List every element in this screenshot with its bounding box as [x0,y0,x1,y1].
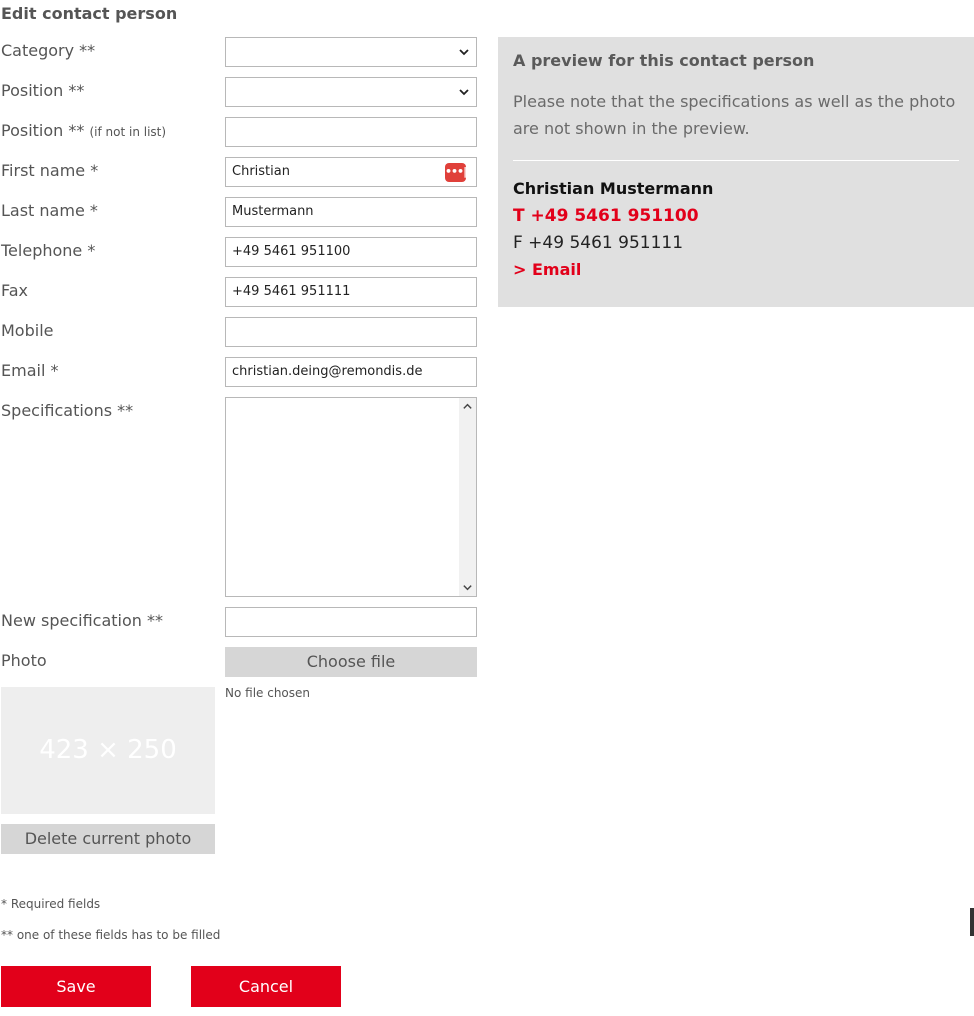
label-position: Position ** [1,81,85,100]
fax-input[interactable]: +49 5461 951111 [225,277,477,307]
delete-photo-button[interactable]: Delete current photo [1,824,215,854]
label-category: Category ** [1,41,96,60]
password-manager-icon[interactable]: •••| [445,163,466,182]
label-position-other [1,121,166,142]
label-position-other-hint: (if not in list) [89,125,167,139]
label-telephone: Telephone * [1,241,96,260]
cancel-button[interactable]: Cancel [191,966,341,1007]
specifications-textarea[interactable] [225,397,477,597]
preview-fax: F +49 5461 951111 [513,233,684,253]
photo-placeholder: 423 × 250 [1,687,215,814]
textarea-scrollbar[interactable] [459,398,476,596]
chevron-down-icon [458,46,470,58]
label-new-specification: New specification ** [1,611,163,630]
one-of-fields-note: ** one of these fields has to be filled [1,928,221,942]
preview-heading: A preview for this contact person [513,51,815,70]
edge-marker [970,908,974,936]
position-select[interactable] [225,77,477,107]
label-mobile: Mobile [1,321,54,340]
last-name-input[interactable]: Mustermann [225,197,477,227]
label-email: Email * [1,361,59,380]
chevron-down-icon [458,86,470,98]
label-first-name: First name * [1,161,99,180]
preview-panel [498,37,974,307]
page-title: Edit contact person [1,4,178,23]
first-name-value: Christian [232,164,290,179]
mobile-input[interactable] [225,317,477,347]
preview-telephone: T +49 5461 951100 [513,206,699,226]
category-select[interactable] [225,37,477,67]
preview-note: Please note that the specifications as well as the photo are not shown in the preview. [513,92,956,138]
label-photo: Photo [1,651,47,670]
telephone-input[interactable]: +49 5461 951100 [225,237,477,267]
chevron-down-icon[interactable] [462,582,473,593]
first-name-input[interactable] [225,157,477,187]
preview-divider [513,160,959,161]
position-other-input[interactable] [225,117,477,147]
label-specifications: Specifications ** [1,401,134,420]
choose-file-button[interactable]: Choose file [225,647,477,677]
no-file-chosen-text: No file chosen [225,686,311,700]
required-fields-note: * Required fields [1,897,101,911]
save-button[interactable]: Save [1,966,151,1007]
label-last-name: Last name * [1,201,98,220]
label-position-other-text: Position ** [1,121,85,140]
preview-email-link[interactable]: > Email [513,260,582,279]
label-fax: Fax [1,281,29,300]
chevron-up-icon[interactable] [462,401,473,412]
preview-name: Christian Mustermann [513,179,714,198]
email-input[interactable]: christian.deing@remondis.de [225,357,477,387]
new-specification-input[interactable] [225,607,477,637]
